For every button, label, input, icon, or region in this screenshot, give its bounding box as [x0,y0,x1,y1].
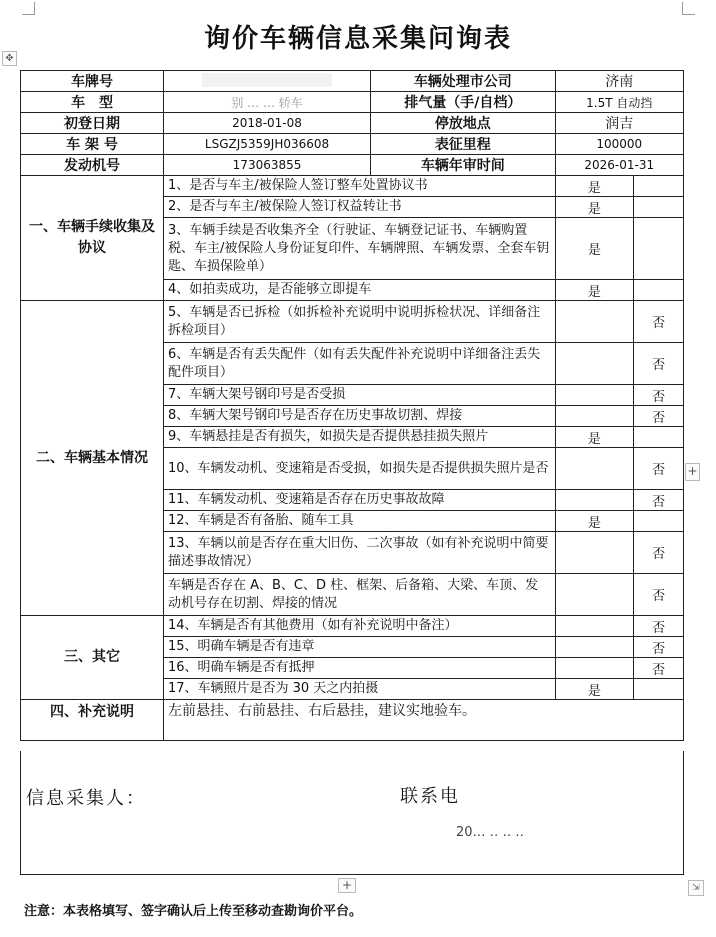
model-value[interactable]: 别 … … 轿车 [163,92,370,113]
question-7: 7、车辆大架号钢印号是否受损 [163,385,555,406]
displacement-value[interactable]: 1.5T 自动挡 [555,92,683,113]
answer-no[interactable] [634,176,684,197]
answer-yes[interactable]: 是 [555,511,634,532]
question-11: 11、车辆发动机、变速箱是否存在历史事故故障 [163,490,555,511]
vin-label: 车 架 号 [21,134,164,155]
add-column-icon[interactable]: + [685,463,700,481]
answer-no[interactable]: 否 [634,532,684,574]
answer-no[interactable]: 否 [634,637,684,658]
answer-yes[interactable] [555,574,634,616]
answer-no[interactable]: 否 [634,448,684,490]
supplement-text[interactable]: 左前悬挂、右前悬挂、右后悬挂，建议实地验车。 [163,700,683,741]
section-3-label: 三、其它 [21,616,164,700]
question-13: 13、车辆以前是否存在重大旧伤、二次事故（如有补充说明中简要描述事故情况） [163,532,555,574]
inspection-label: 车辆年审时间 [371,155,555,176]
engine-label: 发动机号 [21,155,164,176]
vin-value[interactable]: LSGZJ5359JH036608 [163,134,370,155]
reg-date-value[interactable]: 2018-01-08 [163,113,370,134]
engine-value[interactable]: 173063855 [163,155,370,176]
answer-no[interactable]: 否 [634,490,684,511]
answer-yes[interactable] [555,616,634,637]
question-15: 15、明确车辆是否有违章 [163,637,555,658]
answer-no[interactable]: 否 [634,658,684,679]
parking-value[interactable]: 润吉 [555,113,683,134]
answer-no[interactable]: 否 [634,574,684,616]
company-value[interactable]: 济南 [555,71,683,92]
answer-no[interactable] [634,427,684,448]
model-label: 车 型 [21,92,164,113]
answer-yes[interactable] [555,385,634,406]
question-8: 8、车辆大架号钢印号是否存在历史事故切割、焊接 [163,406,555,427]
section-1-label: 一、车辆手续收集及协议 [21,176,164,301]
answer-yes[interactable] [555,637,634,658]
inquiry-table [20,70,684,741]
table-resize-icon[interactable]: ⇲ [688,880,704,896]
answer-yes[interactable]: 是 [555,176,634,197]
question-1: 1、是否与车主/被保险人签订整车处置协议书 [163,176,555,197]
question-3: 3、车辆手续是否收集齐全（行驶证、车辆登记证书、车辆购置税、车主/被保险人身份证复印件、车辆牌照、车辆发票、全套车钥匙、车损保险单） [163,218,555,280]
section-2-label: 二、车辆基本情况 [21,301,164,616]
question-2: 2、是否与车主/被保险人签订权益转让书 [163,197,555,218]
question-5: 5、车辆是否已拆检（如拆检补充说明中说明拆检状况、详细备注拆检项目） [163,301,555,343]
answer-yes[interactable]: 是 [555,679,634,700]
question-9: 9、车辆悬挂是否有损失，如损失是否提供悬挂损失照片 [163,427,555,448]
add-row-icon[interactable]: + [338,878,356,893]
answer-yes[interactable] [555,490,634,511]
question-17: 17、车辆照片是否为 30 天之内拍摄 [163,679,555,700]
collector-label: 信息采集人： [26,788,146,809]
signature-area [20,751,684,875]
answer-yes[interactable] [555,658,634,679]
plate-label: 车牌号 [21,71,164,92]
answer-no[interactable]: 否 [634,616,684,637]
answer-no[interactable]: 否 [634,385,684,406]
question-4: 4、如拍卖成功，是否能够立即提车 [163,280,555,301]
answer-no[interactable] [634,197,684,218]
answer-no[interactable]: 否 [634,406,684,427]
contact-label: 联系电 [400,786,460,807]
question-16: 16、明确车辆是否有抵押 [163,658,555,679]
section-4-label: 四、补充说明 [21,700,164,741]
mileage-value[interactable]: 100000 [555,134,683,155]
answer-no[interactable] [634,679,684,700]
answer-yes[interactable]: 是 [555,197,634,218]
inspection-value[interactable]: 2026-01-31 [555,155,683,176]
answer-yes[interactable] [555,532,634,574]
table-move-handle-icon[interactable]: ✥ [2,51,17,66]
displacement-label: 排气量（手/自档） [371,92,555,113]
mileage-label: 表征里程 [371,134,555,155]
answer-no[interactable] [634,511,684,532]
page-corner-mark [22,2,35,15]
answer-no[interactable]: 否 [634,301,684,343]
page-corner-mark [682,2,695,15]
parking-label: 停放地点 [371,113,555,134]
footer-note: 注意：本表格填写、签字确认后上传至移动查勘询价平台。 [24,904,363,919]
question-14: 14、车辆是否有其他费用（如有补充说明中备注） [163,616,555,637]
question-pillar-cutting: 车辆是否存在 A、B、C、D 柱、框架、后备箱、大梁、车顶、发动机号存在切割、焊接的情况 [163,574,555,616]
company-label: 车辆处理市公司 [371,71,555,92]
plate-value[interactable] [163,71,370,92]
answer-yes[interactable] [555,301,634,343]
question-10: 10、车辆发动机、变速箱是否受损，如损失是否提供损失照片是否 [163,448,555,490]
signature-date: 20… ‥ ‥ ‥ [456,825,524,840]
redacted-plate [202,73,332,87]
form-title: 询价车辆信息采集问询表 [203,24,512,54]
answer-no[interactable] [634,280,684,301]
answer-no[interactable]: 否 [634,343,684,385]
reg-date-label: 初登日期 [21,113,164,134]
answer-yes[interactable]: 是 [555,427,634,448]
question-6: 6、车辆是否有丢失配件（如有丢失配件补充说明中详细备注丢失配件项目） [163,343,555,385]
answer-yes[interactable]: 是 [555,280,634,301]
answer-yes[interactable] [555,448,634,490]
answer-no[interactable] [634,218,684,280]
question-12: 12、车辆是否有备胎、随车工具 [163,511,555,532]
answer-yes[interactable] [555,343,634,385]
answer-yes[interactable]: 是 [555,218,634,280]
answer-yes[interactable] [555,406,634,427]
